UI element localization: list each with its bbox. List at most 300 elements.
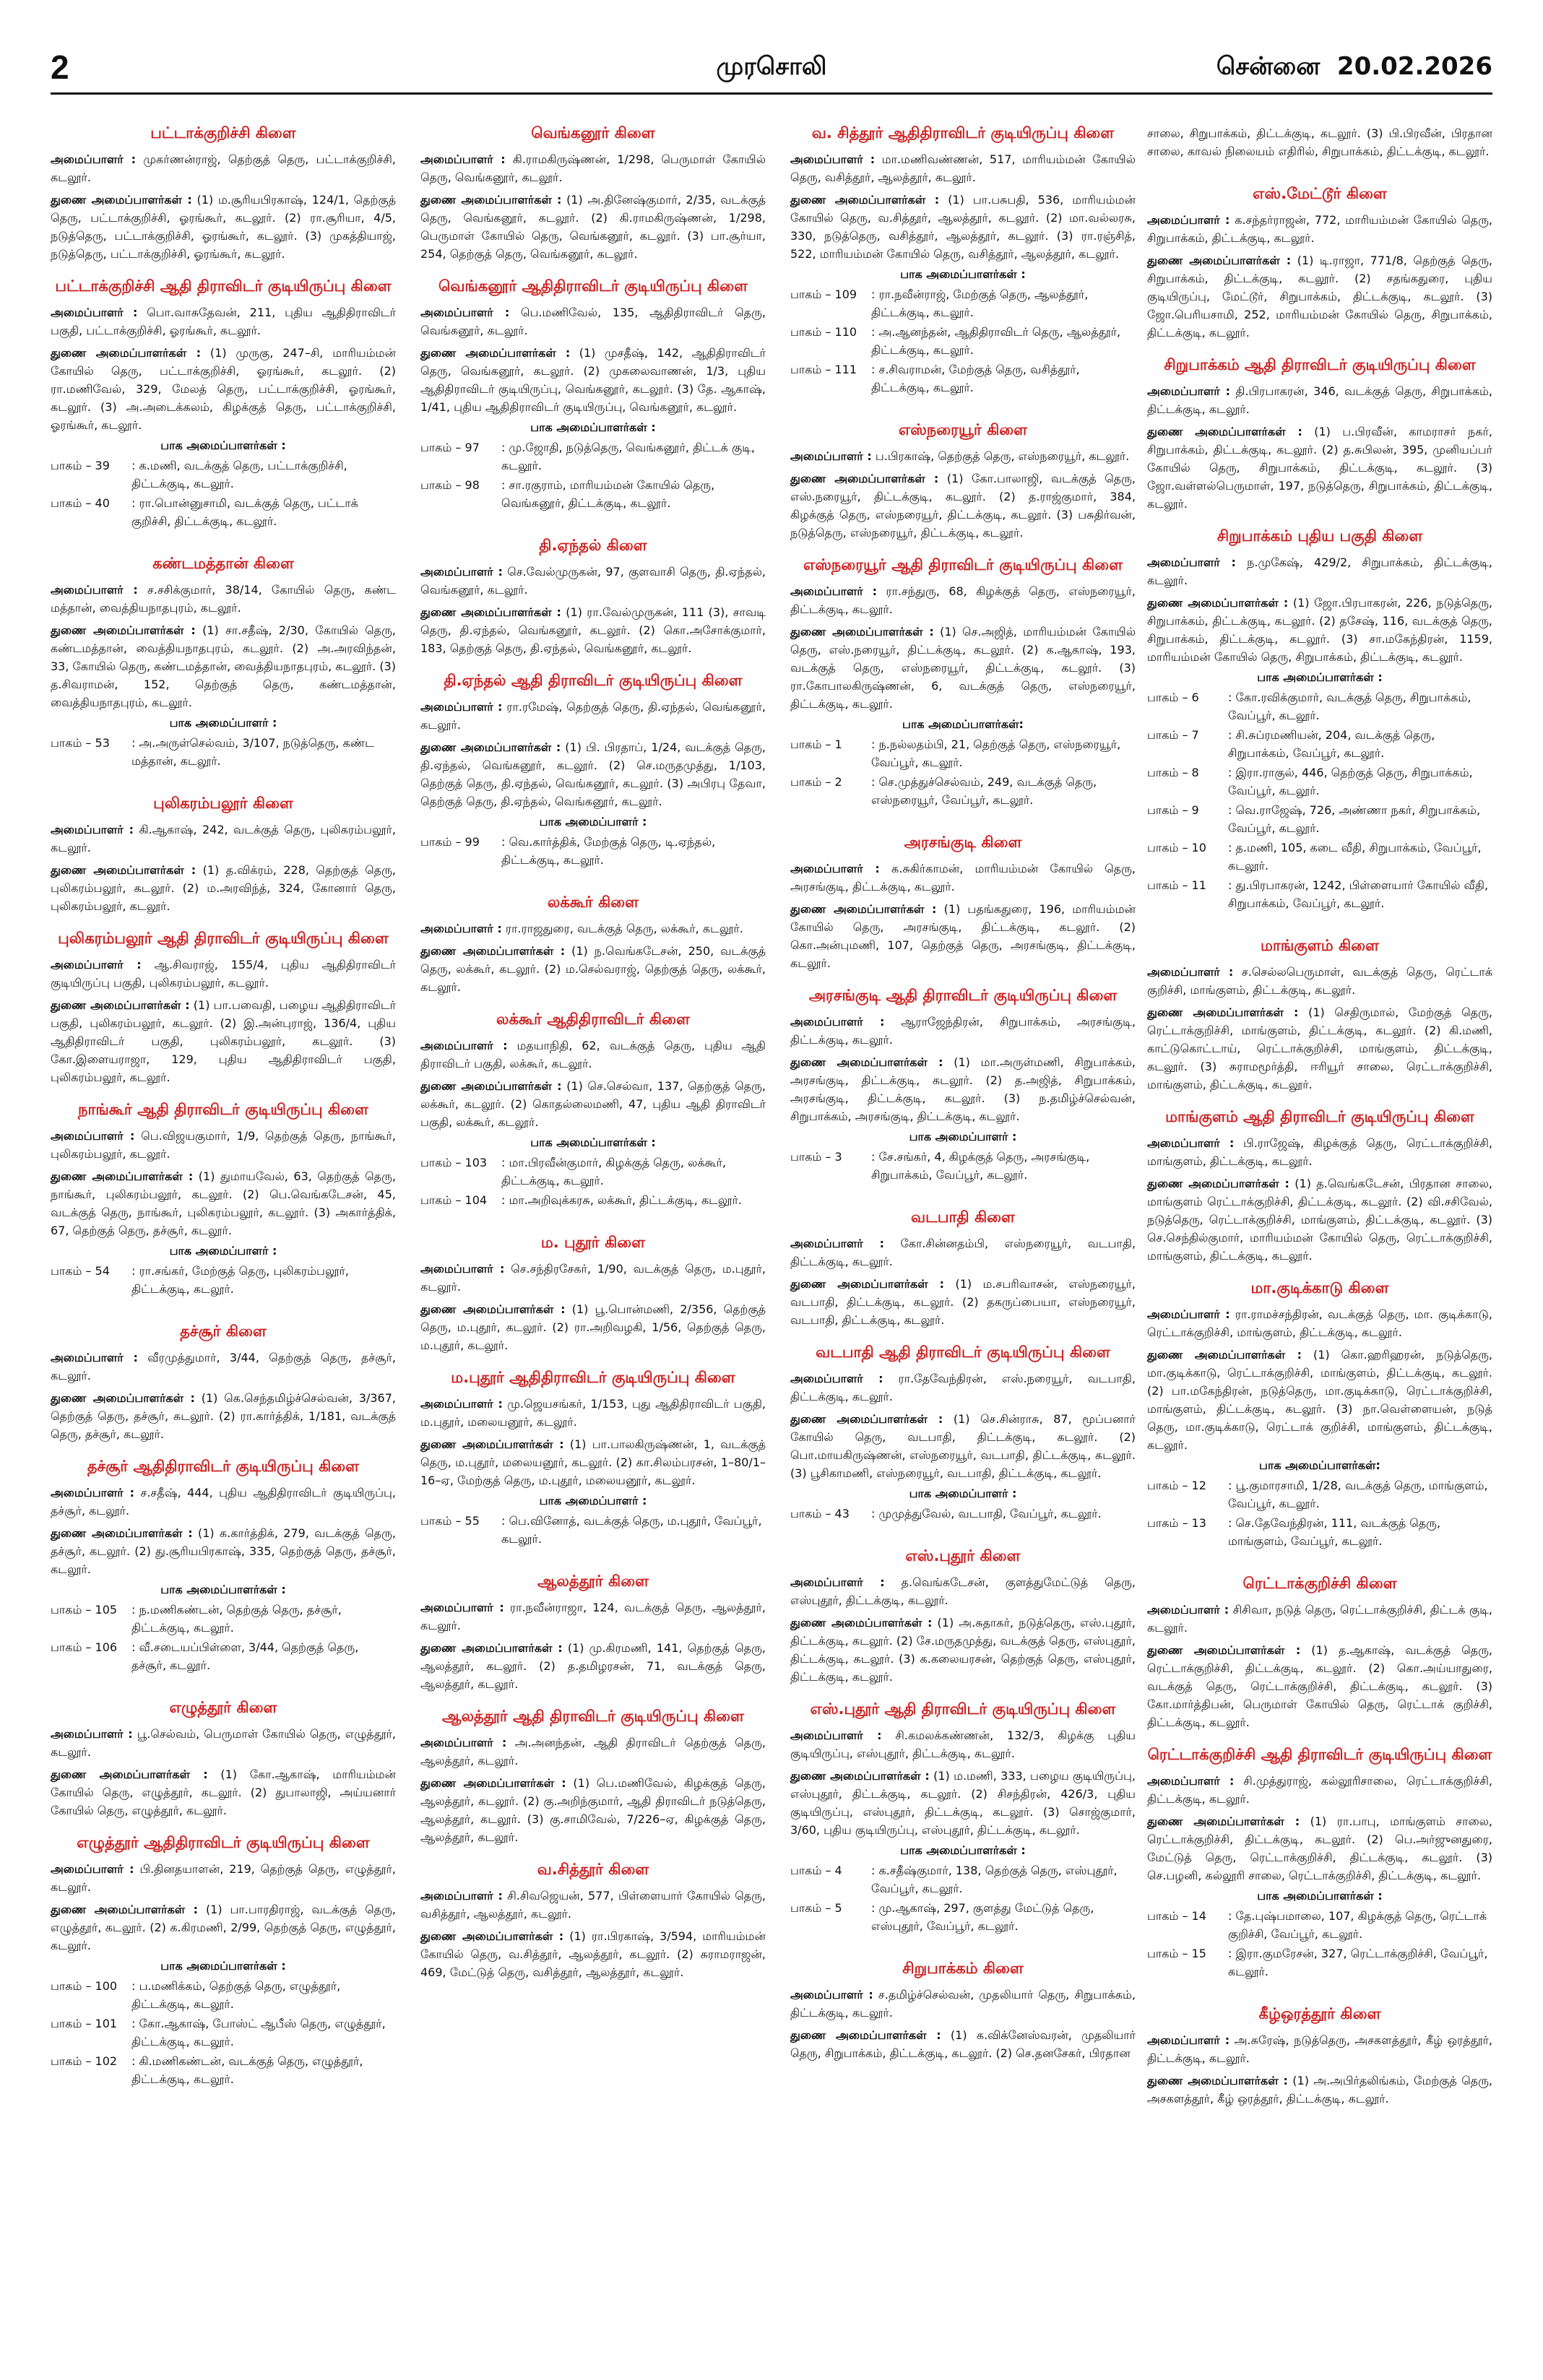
- branch-title: தி.ஏந்தல் கிளை: [539, 537, 647, 554]
- part-number: பாகம் – 104: [420, 1193, 488, 1207]
- member-paragraph: [790, 191, 1136, 263]
- role-label: துணை அமைப்பாளர்கள் :: [790, 1616, 933, 1630]
- part-row: [420, 1191, 766, 1209]
- member-paragraph: [790, 2026, 1136, 2062]
- role-label: துணை அமைப்பாளர்கள் :: [420, 944, 566, 958]
- page-header: [0, 0, 1543, 92]
- branch-section: [1147, 937, 1492, 1094]
- part-number: பாகம் – 99: [420, 835, 480, 849]
- part-organizers-label: பாக அமைப்பாளர் :: [169, 1244, 277, 1258]
- member-paragraph: [51, 1765, 396, 1819]
- part-number: பாகம் – 106: [51, 1640, 118, 1654]
- branch-title: கீழ்ஒரத்தூர் கிளை: [1258, 2005, 1381, 2022]
- role-label: அமைப்பாளர் :: [420, 1397, 503, 1411]
- member-details: (1) த.வெங்கடேசன், பிரதான சாலை, மாங்குளம் ரெட்டாக்குறிச்சி, திட்டக்குடி, கடலூர். (2) வி.சசிவேல், நடுத்தெரு, ரெட்டாக்குறிச்சி, மாங்குளம், திட்டக்குடி, கடலூர். (3) செ.செந்தில்குமார், மாரியம்மன் கோயில் தெரு, ரெட்டாக்குறிச்சி, மாங்குளம், திட்டக்குடி, கடலூர்.: [1147, 1177, 1492, 1263]
- role-label: துணை அமைப்பாளர்கள் :: [1147, 1348, 1302, 1362]
- member-details: ஆராஜேந்திரன், சிறுபாக்கம், அரசங்குடி, திட்டக்குடி, கடலூர்.: [790, 1015, 1136, 1047]
- member-paragraph: [420, 1300, 766, 1354]
- role-label: அமைப்பாளர் :: [420, 152, 506, 166]
- member-details: (1) கொ.ஹரிஹரன், நடுத்தெரு, மா.குடிக்காடு, ரெட்டாக்குறிச்சி, மாங்குளம், திட்டக்குடி, கடலூர். (2) பா.மகேந்திரன், நடுத்தெரு, மா.குடிக்காடு, ரெட்டாக்குறிச்சி, மாங்குளம், திட்டக்குடி, கடலூர். (3) நா.வெள்ளையன், நடுத் தெரு, மா.குடிக்காடு, ரெட்டாக் குறிச்சி, மாங்குளம், திட்டக்குடி, கடலூர்.: [1147, 1348, 1492, 1452]
- part-number: பாகம் – 15: [1147, 1947, 1206, 1960]
- part-details: : க.மணி, வடக்குத் தெரு, பட்டாக்குறிச்சி, திட்டக்குடி, கடலூர்.: [131, 459, 347, 490]
- role-label: துணை அமைப்பாளர்கள் :: [51, 1767, 208, 1781]
- member-details: (1) ரா.பிரகாஷ், 3/594, மாரியம்மன் கோயில் தெரு, வ.சித்தூர், ஆலத்தூர், கடலூர். (2) சுராமராஜன், 469, மேட்டுத் தெரு, வசித்தூர், ஆலத்தூர், கடலூர்.: [420, 1929, 766, 1979]
- member-paragraph: [51, 150, 396, 186]
- branch-title: தி.ஏந்தல் ஆதி திராவிடர் குடியிருப்பு கிளை: [444, 672, 743, 689]
- part-details: : க.சதீஷ்குமார், 138, தெற்குத் தெரு, எஸ்புதூர், வேப்பூர், கடலூர்.: [871, 1864, 1118, 1895]
- role-label: அமைப்பாளர் :: [1147, 1603, 1229, 1617]
- branch-section: [790, 124, 1136, 397]
- role-label: அமைப்பாளர் :: [1147, 555, 1236, 569]
- member-paragraph: [790, 1986, 1136, 2022]
- part-details: : ரா.பொன்னுசாமி, வடக்குத் தெரு, பட்டாக் குறிச்சி, திட்டக்குடி, கடலூர்.: [131, 496, 358, 528]
- member-paragraph: [790, 1573, 1136, 1609]
- member-paragraph: [51, 1349, 396, 1385]
- role-label: துணை அமைப்பாளர்கள் :: [420, 1929, 564, 1943]
- member-details: மு.ஜெயசங்கர், 1/153, புது ஆதிதிராவிடர் பகுதி, ம.புதூர், மலையனூர், கடலூர்.: [420, 1397, 766, 1429]
- branch-title: புலிகரம்பலூர் ஆதி திராவிடர் குடியிருப்பு கிளை: [58, 930, 389, 947]
- part-organizers-label: பாக அமைப்பாளர்கள்:: [1259, 1458, 1380, 1472]
- member-details: க.சுகிர்காமன், மாரியம்மன் கோயில் தெரு, அரசங்குடி, திட்டக்குடி, கடலூர்.: [790, 862, 1136, 893]
- part-details: : செ.தேவேந்திரன், 111, வடக்குத் தெரு, மாங்குளம், வேப்பூர், கடலூர்.: [1228, 1516, 1441, 1548]
- role-label: துணை அமைப்பாளர்கள் :: [51, 1169, 194, 1183]
- role-label: துணை அமைப்பாளர்கள் :: [51, 623, 196, 637]
- branch-title: அரசங்குடி கிளை: [904, 834, 1022, 851]
- part-number: பாகம் – 10: [1147, 841, 1206, 854]
- part-details: : பெ.வினோத், வடக்குத் தெரு, ம.புதூர், வேப்பூர், கடலூர்.: [501, 1514, 762, 1546]
- role-label: துணை அமைப்பாளர்கள் :: [420, 740, 561, 754]
- member-paragraph: [420, 150, 766, 186]
- member-details: ஆ.சிவராஜ், 155/4, புதிய ஆதிதிராவிடர் குடியிருப்பு பகுதி, புலிகரம்பலூர், கடலூர்.: [51, 958, 397, 990]
- member-paragraph: [1147, 1174, 1492, 1265]
- branch-title: மாங்குளம் கிளை: [1261, 937, 1379, 954]
- part-number: பாகம் – 4: [790, 1864, 842, 1877]
- member-paragraph: [1147, 594, 1492, 666]
- role-label: துணை அமைப்பாளர்கள் :: [790, 1769, 930, 1783]
- member-details: வீரமுத்துமார், 3/44, தெற்குத் தெரு, தச்சூர், கடலூர்.: [51, 1351, 396, 1382]
- member-details: பி.ராஜேஷ், கிழக்குத் தெரு, ரெட்டாக்குறிச்சி, மாங்குளம், திட்டக்குடி, கடலூர்.: [1147, 1136, 1492, 1168]
- member-paragraph: [1147, 251, 1492, 342]
- role-label: துணை அமைப்பாளர்கள் :: [1147, 596, 1289, 610]
- part-details: : ரா.சங்கர், மேற்குத் தெரு, புலிகரம்பலூர், திட்டக்குடி, கடலூர்.: [131, 1264, 349, 1296]
- part-details: : அ.ஆனந்தன், ஆதிதிராவிடர் தெரு, ஆலத்தூர், திட்டக்குடி, கடலூர்.: [871, 325, 1121, 357]
- part-details: : பூ.குமாரசாமி, 1/28, வடக்குத் தெரு, மாங்குளம், வேப்பூர், கடலூர்.: [1228, 1479, 1488, 1510]
- branch-section: [420, 672, 766, 869]
- role-label: அமைப்பாளர் :: [420, 1601, 504, 1614]
- part-details: : வெ.ராஜேஷ், 726, அண்ணா நகர், சிறுபாக்கம், வேப்பூர், கடலூர்.: [1228, 803, 1481, 835]
- member-paragraph: [420, 1435, 766, 1489]
- branch-title: ம. புதூர் கிளை: [540, 1234, 646, 1251]
- member-details: (1) அ.சுதாகர், நடுத்தெரு, எஸ்.புதூர், திட்டக்குடி, கடலூர். (2) சே.மருதமுத்து, வடக்குத் தெரு, எஸ்புதூர், திட்டக்குடி, கடலூர். (3) க.கலையரசன், தெற்குத் தெரு, எஸ்புதூர், திட்டக்குடி, கடலூர்.: [790, 1616, 1136, 1684]
- part-row: [790, 773, 1136, 809]
- branch-section: [420, 277, 766, 512]
- branch-title: எஸ்நரையூர் கிளை: [898, 421, 1028, 438]
- branch-title: வ.சித்தூர் கிளை: [537, 1861, 649, 1878]
- member-details: (1) கோ.பாலாஜி, வடக்குத் தெரு, எஸ்.நரையூர், திட்டக்குடி, கடலூர். (2) த.ராஜ்குமார், 384, கிழக்குத் தெரு, எஸ்நரையூர், திட்டக்குடி, கடலூர். (3) பசுதிர்வன், நடுத்தெரு, எஸ்நரையூர், திட்டக்குடி, கடலூர்.: [790, 472, 1136, 540]
- branch-title: வடபாதி ஆதி திராவிடர் குடியிருப்பு கிளை: [816, 1343, 1110, 1361]
- branch-title: பட்டாக்குறிச்சி ஆதி திராவிடர் குடியிருப்பு கிளை: [55, 277, 392, 295]
- branch-section: [1147, 1746, 1492, 1981]
- role-label: துணை அமைப்பாளர்கள் :: [51, 1903, 199, 1916]
- branch-title: சிறுபாக்கம் புதிய பகுதி கிளை: [1216, 527, 1423, 545]
- member-details: சி.சிவஜெயன், 577, பிள்ளையார் கோயில் தெரு, வசித்தூர், ஆலத்தூர், கடலூர்.: [420, 1889, 766, 1921]
- branch-section: [420, 893, 766, 996]
- member-details: சி.கமலக்கண்ணன், 132/3, கிழக்கு புதிய குடியிருப்பு, எஸ்புதூர், திட்டக்குடி, கடலூர்.: [790, 1728, 1136, 1760]
- role-label: அமைப்பாளர் :: [51, 583, 138, 597]
- role-label: துணை அமைப்பாளர்கள் :: [51, 346, 201, 360]
- role-label: துணை அமைப்பாளர்கள் :: [51, 998, 190, 1012]
- member-details: (1) செ.சின்ராசு, 87, மூப்பனார் கோயில் தெரு, வடபாதி, திட்டக்குடி, கடலூர். (2) பொ.மாயகிருஷ்ணன், எஸ்நரையூர், வடபாதி, திட்டக்குடி, கடலூர். (3) பூசிகாமணி, எஸ்நரையூர், வடபாதி, திட்டக்குடி, கடலூர்.: [790, 1412, 1136, 1480]
- part-details: : ரா.நவீன்ராஜ், மேற்குத் தெரு, ஆலத்தூர், திட்டக்குடி, கடலூர்.: [871, 287, 1089, 319]
- branch-section: [790, 1547, 1136, 1686]
- branch-section: [420, 1572, 766, 1693]
- role-label: துணை அமைப்பாளர்கள் :: [1147, 425, 1302, 438]
- branch-title: எழுத்தூர் கிளை: [169, 1699, 277, 1716]
- part-number: பாகம் – 5: [790, 1901, 842, 1915]
- member-paragraph: [51, 1484, 396, 1520]
- part-row: [51, 456, 396, 493]
- branch-section: [790, 1208, 1136, 1329]
- member-paragraph: [1147, 2031, 1492, 2067]
- role-label: அமைப்பாளர் :: [1147, 965, 1234, 979]
- role-label: அமைப்பாளர் :: [790, 152, 876, 166]
- part-details: : வீ.சடையப்பிள்ளை, 3/44, தெற்குத் தெரு, தச்சூர், கடலூர்.: [131, 1640, 359, 1672]
- member-details: முகர்ணன்ராஜ், தெற்குத் தெரு, பட்டாக்குறிச்சி, கடலூர்.: [51, 152, 397, 184]
- role-label: துணை அமைப்பாளர்கள் :: [1147, 254, 1292, 267]
- part-row: [51, 2052, 396, 2088]
- member-paragraph: [420, 344, 766, 416]
- part-details: : தே.புஷ்பமாலை, 107, கிழக்குத் தெரு, ரெட்டாக் குறிச்சி, வேப்பூர், கடலூர்.: [1228, 1909, 1487, 1941]
- part-row: [51, 2015, 396, 2051]
- member-details: (1) கோ.ஆகாஷ், மாரியம்மன் கோயில் தெரு, எழுத்தூர், கடலூர். (2) துபாலாஜி, அய்யனார் கோயில் தெரு, எழுத்தூர், கடலூர்.: [51, 1767, 397, 1817]
- branch-section: [420, 1861, 766, 1981]
- member-details: (1) க.கார்த்திக், 279, வடக்குத் தெரு, தச்சூர், கடலூர். (2) து.சூரியபிரகாஷ், 335, தெற்குத் தெரு, தச்சூர், கடலூர்.: [51, 1526, 397, 1576]
- part-details: : த.மணி, 105, கடை வீதி, சிறுபாக்கம், வேப்பூர், கடலூர்.: [1228, 841, 1482, 873]
- branch-section: [420, 537, 766, 657]
- member-details: (1) ம.சபரிவாசன், எஸ்நரையூர், வடபாதி, திட்டக்குடி, கடலூர். (2) தகருப்பையா, எஸ்நரையூர், வடபாதி, திட்டக்குடி, கடலூர்.: [790, 1277, 1136, 1327]
- member-paragraph: [790, 860, 1136, 896]
- member-details: கோ.சின்னதம்பி, எஸ்நரையூர், வடபாதி, திட்டக்குடி, கடலூர்.: [790, 1237, 1136, 1268]
- date: 20.02.2026: [1336, 52, 1492, 81]
- part-details: : முமுத்துவேல், வடபாதி, வேப்பூர், கடலூர்.: [871, 1507, 1102, 1520]
- column-1: [51, 124, 396, 2103]
- member-paragraph: [420, 1927, 766, 1981]
- part-row: [1147, 839, 1492, 875]
- role-label: துணை அமைப்பாளர்கள் :: [420, 346, 571, 360]
- member-paragraph: [420, 698, 766, 734]
- role-label: அமைப்பாளர் :: [420, 1889, 503, 1903]
- part-number: பாகம் – 55: [420, 1514, 480, 1528]
- member-paragraph: [790, 1369, 1136, 1406]
- part-row: [790, 1505, 1136, 1523]
- member-paragraph: [51, 1524, 396, 1578]
- member-paragraph: [51, 1127, 396, 1163]
- member-details: பி.தினதயாளன், 219, தெற்குத் தெரு, எழுத்தூர், கடலூர்.: [51, 1862, 397, 1894]
- member-details: ச.சதீஷ், 444, புதிய ஆதிதிராவிடர் குடியிருப்பு, தச்சூர், கடலூர்.: [51, 1486, 396, 1518]
- branch-section: [1147, 356, 1492, 513]
- branch-section: [1147, 1575, 1492, 1731]
- part-organizers-label: பாக அமைப்பாளர் :: [539, 1494, 647, 1507]
- branch-title: எஸ்.மேட்டூர் கிளை: [1253, 185, 1387, 202]
- part-number: பாகம் – 2: [790, 775, 842, 789]
- part-row: [51, 1977, 396, 2013]
- role-label: துணை அமைப்பாளர்கள் :: [420, 1079, 562, 1093]
- branch-section: [420, 1708, 766, 1846]
- member-details: தி.பிரபாகரன், 346, வடக்குத் தெரு, சிறுபாக்கம், திட்டக்குடி, கடலூர்.: [1147, 384, 1493, 416]
- member-paragraph: [51, 1860, 396, 1896]
- member-paragraph: [1147, 2072, 1492, 2108]
- role-label: அமைப்பாளர் :: [790, 1728, 882, 1742]
- member-details: சி.முத்துராஜ், கல்லூரிசாலை, ரெட்டாக்குறிச்சி, திட்டக்குடி, கடலூர்.: [1147, 1774, 1492, 1806]
- member-details: செ.சந்திரசேகர், 1/90, வடக்குத் தெரு, ம.புதூர், கடலூர்.: [420, 1262, 766, 1294]
- role-label: அமைப்பாளர் :: [51, 1129, 135, 1143]
- branch-section: [790, 421, 1136, 542]
- role-label: துணை அமைப்பாளர்கள் :: [1147, 1005, 1299, 1019]
- member-paragraph: [420, 738, 766, 810]
- part-number: பாகம் – 54: [51, 1264, 110, 1278]
- role-label: அமைப்பாளர் :: [420, 1736, 507, 1749]
- branch-section: [790, 556, 1136, 809]
- member-details: மதயாநிதி, 62, வடக்குத் தெரு, புதிய ஆதி திராவிடர் பகுதி, லக்கூர், கடலூர்.: [420, 1039, 766, 1070]
- role-label: அமைப்பாளர் :: [790, 584, 877, 598]
- newspaper-name: முரசொலி: [716, 52, 827, 81]
- role-label: அமைப்பாளர் :: [51, 1351, 138, 1364]
- member-details: ரா.நவீன்ராஜா, 124, வடக்குத் தெரு, ஆலத்தூர், கடலூர்.: [420, 1601, 766, 1632]
- member-paragraph: [1147, 423, 1492, 513]
- part-details: : இரா.ராகுல், 446, தெற்குத் தெரு, சிறுபாக்கம், வேப்பூர், கடலூர்.: [1228, 766, 1473, 797]
- member-details: ச.செல்லபெருமாள், வடக்குத் தெரு, ரெட்டாக் குறிச்சி, மாங்குளம், திட்டக்குடி, கடலூர்.: [1147, 965, 1493, 997]
- member-details: (1) பி. பிரதாப், 1/24, வடக்குத் தெரு, தி.ஏந்தல், வெங்கனூர், கடலூர். (2) செ.மருதமுத்து, 1/103, தெற்குத் தெரு, தி.ஏந்தல், வெங்கனூர், கடலூர். (3) அபிரபு தேவா, தெற்குத் தெரு, தி.ஏந்தல், வெங்கனூர், கடலூர்.: [420, 740, 766, 808]
- member-details: த.வெங்கடேசன், குளத்துமேட்டுத் தெரு, எஸ்புதூர், திட்டக்குடி, கடலூர்.: [790, 1575, 1136, 1607]
- member-details: (1) பா.பவைதி, பழைய ஆதிதிராவிடர் பகுதி, புலிகரம்பலூர், கடலூர். (2) இ.அன்புராஜ், 136/4, புதிய ஆதிதிராவிடர் பகுதி, புலிகரம்பலூர், கடலூர். (3) கோ.இளையராஜா, 129, புதிய ஆதிதிராவிடர் பகுதி, புலிகரம்பலூர், கடலூர்.: [51, 998, 396, 1084]
- role-label: துணை அமைப்பாளர்கள் :: [1147, 2074, 1288, 2087]
- member-details: க.சந்தர்ராஜன், 772, மாரியம்மன் கோயில் தெரு, சிறுபாக்கம், திட்டக்குடி, கடலூர்.: [1147, 213, 1492, 245]
- part-number: பாகம் – 100: [51, 1979, 118, 1993]
- branch-section: [420, 1369, 766, 1548]
- part-organizers-label: பாக அமைப்பாளர்கள் :: [1257, 1889, 1383, 1903]
- part-details: : ச.சிவராமன், மேற்குத் தெரு, வசித்தூர், திட்டக்குடி, கடலூர்.: [871, 363, 1080, 394]
- branch-title: ம.புதூர் ஆதிதிராவிடர் குடியிருப்பு கிளை: [451, 1369, 735, 1386]
- member-paragraph: [51, 821, 396, 857]
- member-paragraph: [1147, 1134, 1492, 1170]
- part-organizers-label: பாக அமைப்பாளர்கள் :: [160, 1583, 286, 1596]
- member-paragraph: [790, 582, 1136, 618]
- role-label: அமைப்பாளர் :: [51, 152, 136, 166]
- member-paragraph: [51, 581, 396, 617]
- branch-title: சிறுபாக்கம் ஆதி திராவிடர் குடியிருப்பு கிளை: [1164, 356, 1476, 373]
- role-label: அமைப்பாளர் :: [790, 449, 872, 463]
- part-organizers-label: பாக அமைப்பாளர் :: [169, 716, 277, 730]
- page-number: 2: [51, 48, 69, 86]
- branch-section: [51, 1699, 396, 1819]
- role-label: அமைப்பாளர் :: [1147, 1774, 1235, 1788]
- part-number: பாகம் – 101: [51, 2017, 118, 2030]
- member-details: பூ.செல்வம், பெருமாள் கோயில் தெரு, எழுத்தூர், கடலூர்.: [51, 1727, 397, 1759]
- part-row: [51, 494, 396, 530]
- member-details: ச.சசிக்குமார், 38/14, கோயில் தெரு, கண்ட மத்தான், வைத்தியநாதபுரம், கடலூர்.: [51, 583, 397, 615]
- branch-title: ரெட்டாக்குறிச்சி கிளை: [1242, 1575, 1397, 1592]
- member-paragraph: [420, 1774, 766, 1846]
- part-number: பாகம் – 103: [420, 1156, 488, 1169]
- member-details: கி.ராமகிருஷ்ணன், 1/298, பெருமாள் கோயில் தெரு, வெங்கனூர், கடலூர்.: [420, 152, 766, 184]
- role-label: துணை அமைப்பாளர்கள் :: [51, 1526, 193, 1540]
- branch-title: அரசங்குடி ஆதி திராவிடர் குடியிருப்பு கிளை: [808, 987, 1118, 1004]
- part-organizers-label: பாக அமைப்பாளர்கள் :: [530, 420, 656, 434]
- branch-title: எழுத்தூர் ஆதிதிராவிடர் குடியிருப்பு கிளை: [77, 1834, 370, 1851]
- member-details: (1) ரா.வேல்முருகன், 111 (3), சாவடி தெரு, தி.ஏந்தல், வெங்கனூர், கடலூர். (2) கொ.அசோக்குமார், 183, தெற்குத் தெரு, தி.ஏந்தல், வெங்கனூர், கடலூர்.: [420, 605, 766, 655]
- part-row: [51, 1601, 396, 1637]
- member-paragraph: [790, 1234, 1136, 1271]
- part-number: பாகம் – 14: [1147, 1909, 1206, 1923]
- member-paragraph: [51, 1389, 396, 1443]
- part-row: [420, 438, 766, 475]
- member-details: ப.பிரகாஷ், தெற்குத் தெரு, எஸ்நரையூர், கடலூர்.: [875, 449, 1130, 463]
- role-label: துணை அமைப்பாளர்கள் :: [1147, 1643, 1301, 1657]
- member-paragraph: [790, 150, 1136, 186]
- member-details: (1) ம.மணி, 333, பழைய குடியிருப்பு, எஸ்புதூர், திட்டக்குடி, கடலூர். (2) சிசந்திரன், 426/3, புதிய குடியிருப்பு, எஸ்புதூர், திட்டக்குடி, கடலூர். (3) சொஜ்குமார், 3/60, புதிய குடியிருப்பு, எஸ்புதூர், திட்டக்குடி, கடலூர்.: [790, 1769, 1136, 1837]
- member-details: ச.தமிழ்ச்செல்வன், முதலியார் தெரு, சிறுபாக்கம், திட்டக்குடி, கடலூர்.: [790, 1988, 1136, 2020]
- role-label: துணை அமைப்பாளர்கள் :: [790, 472, 939, 485]
- member-details: (1) பூ.பொன்மணி, 2/356, தெற்குத் தெரு, ம.புதூர், கடலூர். (2) ரா.அறிவழகி, 1/56, தெற்குத் தெரு, ம.புதூர், கடலூர்.: [420, 1302, 766, 1352]
- role-label: அமைப்பாளர் :: [420, 922, 502, 935]
- role-label: துணை அமைப்பாளர்கள் :: [51, 863, 196, 877]
- role-label: அமைப்பாளர் :: [51, 958, 142, 972]
- member-details: (1) முசதீஷ், 142, ஆதிதிராவிடர் தெரு, வெங்கனூர், கடலூர். (2) முகலைவாணன், 1/3, புதிய ஆதிதிராவிடர் குடியிருப்பு, வெங்கனூர், கடலூர். (3) தே. ஆகாஷ், 1/41, புதிய ஆதிதிராவிடர் குடியிருப்பு, வெங்கனூர், கடலூர்.: [420, 346, 766, 414]
- branch-title: மா.குடிக்காடு கிளை: [1250, 1279, 1389, 1297]
- role-label: அமைப்பாளர் :: [1147, 213, 1230, 227]
- branch-title: எஸ்.புதூர் ஆதி திராவிடர் குடியிருப்பு கிளை: [810, 1700, 1116, 1718]
- member-paragraph: [1147, 1305, 1492, 1341]
- part-row: [1147, 1514, 1492, 1550]
- branch-title: கண்டமத்தான் கிளை: [152, 555, 294, 572]
- part-organizers-label: பாக அமைப்பாளர் :: [909, 1487, 1017, 1500]
- role-label: துணை அமைப்பாளர்கள் :: [51, 193, 192, 207]
- part-number: பாகம் – 97: [420, 441, 480, 454]
- member-details: ரா.ராஜதுரை, வடக்குத் தெரு, லக்கூர், கடலூர்.: [505, 922, 743, 935]
- member-details: பெ.மணிவேல், 135, ஆதிதிராவிடர் தெரு, வெங்கனூர், கடலூர்.: [420, 306, 766, 337]
- member-paragraph: [1147, 1641, 1492, 1731]
- role-label: அமைப்பாளர் :: [420, 565, 503, 579]
- member-details: (1) பா.பாரதிராஜ், வடக்குத் தெரு, எழுத்தூர், கடலூர். (2) க.கிரமணி, 2/99, தெற்குத் தெரு, எழுத்தூர், கடலூர்.: [51, 1903, 396, 1952]
- part-row: [1147, 1907, 1492, 1943]
- member-paragraph: [1147, 382, 1492, 418]
- member-paragraph: [420, 942, 766, 996]
- branch-title: வ. சித்தூர் ஆதிதிராவிடர் குடியிருப்பு கிளை: [811, 124, 1115, 142]
- member-details: (1) துமாயவேல், 63, தெற்குத் தெரு, நாங்கூர், புலிகரம்பலூர், கடலூர். (2) பெ.வெங்கடேசன், 45, வடக்குத் தெரு, நாங்கூர், புலிகரம்பலூர், கடலூர். (3) அகார்த்திக், 67, தெற்குத் தெரு, தச்சூர், கடலூர்.: [51, 1169, 397, 1237]
- role-label: அமைப்பாளர் :: [51, 1727, 133, 1741]
- member-paragraph: [1147, 1346, 1492, 1454]
- member-paragraph: [420, 1887, 766, 1923]
- branch-section: [1147, 1279, 1492, 1550]
- part-number: பாகம் – 13: [1147, 1516, 1206, 1530]
- branch-section: [790, 1343, 1136, 1523]
- member-details: பெ.விஜயகுமார், 1/9, தெற்குத் தெரு, நாங்கூர், புலிகரம்பலூர், கடலூர்.: [51, 1129, 397, 1161]
- role-label: அமைப்பாளர் :: [420, 306, 510, 319]
- part-row: [790, 285, 1136, 321]
- role-label: அமைப்பாளர் :: [51, 1486, 135, 1500]
- branch-section: [420, 1234, 766, 1354]
- branch-title: நாங்கூர் ஆதி திராவிடர் குடியிருப்பு கிளை: [77, 1101, 369, 1118]
- part-number: பாகம் – 12: [1147, 1479, 1206, 1492]
- member-details: (1) பெ.மணிவேல், கிழக்குத் தெரு, ஆலத்தூர், கடலூர். (2) கு.அறிந்குமார், ஆதி திராவிடர் நடுத்தெரு, ஆலத்தூர், கடலூர். (3) கு.சாமிவேல், 7/226–ஏ, கிழக்குத் தெரு, ஆலத்தூர், கடலூர்.: [420, 1776, 766, 1844]
- member-details: (1) செதிருமால், மேற்குத் தெரு, ரெட்டாக்குறிச்சி, மாங்குளம், திட்டக்குடி, கடலூர். (2) கி.மணி, காட்டுகொட்டாய், ரெட்டாக்குறிச்சி, மாங்குளம், திட்டக்குடி, கடலூர். (3) சுராமமூர்த்தி, ஈரியூர் சாலை, ரெட்டாக்குறிச்சி, மாங்குளம், திட்டக்குடி, கடலூர்.: [1147, 1005, 1493, 1091]
- member-paragraph: [51, 1167, 396, 1239]
- member-paragraph: [420, 1598, 766, 1635]
- branch-title: ஆலத்தூர் ஆதி திராவிடர் குடியிருப்பு கிளை: [442, 1708, 744, 1725]
- role-label: அமைப்பாளர் :: [790, 1372, 883, 1385]
- part-row: [420, 833, 766, 869]
- role-label: அமைப்பாளர் :: [51, 823, 134, 836]
- member-paragraph: [51, 621, 396, 711]
- member-details: (1) த.ஆகாஷ், வடக்குத் தெரு, ரெட்டாக்குறிச்சி, திட்டக்குடி, கடலூர். (2) கொ.அய்யாதுரை, வடக்குத் தெரு, ரெட்டாக்குறிச்சி, திட்டக்குடி, கடலூர். (3) கோ.மார்த்திபன், பெருமாள் கோயில் தெரு, ரெட்டாக் குறிச்சி, திட்டக்குடி, கடலூர்.: [1147, 1643, 1492, 1729]
- role-label: துணை அமைப்பாளர்கள் :: [51, 1391, 195, 1405]
- member-details: அ.அனந்தன், ஆதி திராவிடர் தெற்குத் தெரு, ஆலத்தூர், கடலூர்.: [420, 1736, 766, 1767]
- role-label: அமைப்பாளர் :: [1147, 1307, 1230, 1321]
- branch-section: [790, 834, 1136, 972]
- branch-section: [51, 277, 396, 530]
- member-details: (1) செ.செல்வா, 137, தெற்குத் தெரு, லக்கூர், கடலூர். (2) கொதல்லைமணி, 47, புதிய ஆதி திராவிடர் பகுதி, லக்கூர், கடலூர்.: [420, 1079, 766, 1129]
- role-label: அமைப்பாளர் :: [1147, 1136, 1235, 1150]
- branch-section: [1147, 185, 1492, 342]
- member-details: செ.வேல்முருகன், 97, குளவாசி தெரு, தி.ஏந்தல், வெங்கனூர், கடலூர்.: [420, 565, 766, 597]
- member-paragraph: [420, 1395, 766, 1431]
- part-row: [1147, 688, 1492, 724]
- role-label: துணை அமைப்பாளர்கள் :: [790, 625, 934, 639]
- part-number: பாகம் – 7: [1147, 728, 1199, 742]
- branch-title: புலிகரம்பலூர் கிளை: [153, 795, 293, 812]
- branch-title: மாங்குளம் ஆதி திராவிடர் குடியிருப்பு கிளை: [1165, 1108, 1474, 1125]
- part-organizers-label: பாக அமைப்பாளர்கள்:: [902, 717, 1024, 731]
- branch-section: [51, 795, 396, 915]
- branch-section: [51, 1834, 396, 2088]
- part-row: [790, 323, 1136, 359]
- member-paragraph: [790, 469, 1136, 542]
- part-number: பாகம் – 109: [790, 287, 857, 301]
- member-paragraph: [420, 1037, 766, 1073]
- part-row: [1147, 1944, 1492, 1981]
- part-number: பாகம் – 40: [51, 496, 110, 510]
- part-row: [1147, 801, 1492, 837]
- branch-title: தச்சூர் ஆதிதிராவிடர் குடியிருப்பு கிளை: [87, 1458, 360, 1475]
- member-paragraph: [420, 1260, 766, 1296]
- role-label: துணை அமைப்பாளர்கள் :: [790, 1277, 945, 1291]
- role-label: அமைப்பாளர் :: [51, 306, 138, 319]
- member-paragraph: [420, 1077, 766, 1131]
- member-paragraph: [420, 1639, 766, 1693]
- part-organizers-label: பாக அமைப்பாளர்கள் :: [530, 1135, 656, 1149]
- part-organizers-label: பாக அமைப்பாளர்கள் :: [1257, 670, 1383, 684]
- member-details: ரா.ராமச்சந்திரன், வடக்குத் தெரு, மா. குடிக்காடு, ரெட்டாக்குறிச்சி, மாங்குளம், திட்டக்குடி, கடலூர்.: [1147, 1307, 1492, 1339]
- part-details: : ந.மணிகண்டன், தெற்குத் தெரு, தச்சூர், திட்டக்குடி, கடலூர்.: [131, 1603, 342, 1635]
- branch-section: [51, 555, 396, 770]
- role-label: அமைப்பாளர் :: [790, 1237, 885, 1250]
- member-details: (1) ம.சூரியபிரகாஷ், 124/1, தெற்குத் தெரு, பட்டாக்குறிச்சி, ஓரங்கூர், கடலூர். (2) ரா.சூரியா, 4/5, நடுத்தெரு, பட்டாக்குறிச்சி, ஓரங்கூர், கடலூர். (3) முகத்தியாஜ், நடுத்தெரு, பட்டாக்குறிச்சி, ஓரங்கூர், கடலூர்.: [51, 193, 396, 261]
- member-paragraph: [420, 919, 766, 938]
- role-label: துணை அமைப்பாளர்கள் :: [420, 1302, 566, 1316]
- role-label: துணை அமைப்பாளர்கள் :: [790, 902, 937, 916]
- part-row: [51, 1638, 396, 1674]
- part-number: பாகம் – 9: [1147, 803, 1199, 817]
- part-number: பாகம் – 53: [51, 736, 110, 750]
- role-label: துணை அமைப்பாளர்கள் :: [790, 1055, 943, 1069]
- member-paragraph: [1147, 1601, 1492, 1637]
- part-number: பாகம் – 102: [51, 2054, 118, 2068]
- member-paragraph: [420, 303, 766, 339]
- part-details: : அ.அருள்செல்வம், 3/107, நடுத்தெரு, கண்ட மத்தான், கடலூர்.: [131, 736, 374, 768]
- dateline: [1216, 52, 1492, 84]
- member-details: (1) பா.பசுபதி, 536, மாரியம்மன் கோயில் தெரு, வ.சித்தூர், ஆலத்தூர், கடலூர். (2) மா.வல்லரசு, 330, நடுத்தெரு, வசித்தூர், ஆலத்தூர், கடலூர். (3) ரா.ரஞ்சித், 522, மாரியம்மன் கோயில் தெரு, வசித்தூர், ஆலத்தூர், கடலூர்.: [790, 193, 1136, 261]
- column-2: [420, 124, 766, 1996]
